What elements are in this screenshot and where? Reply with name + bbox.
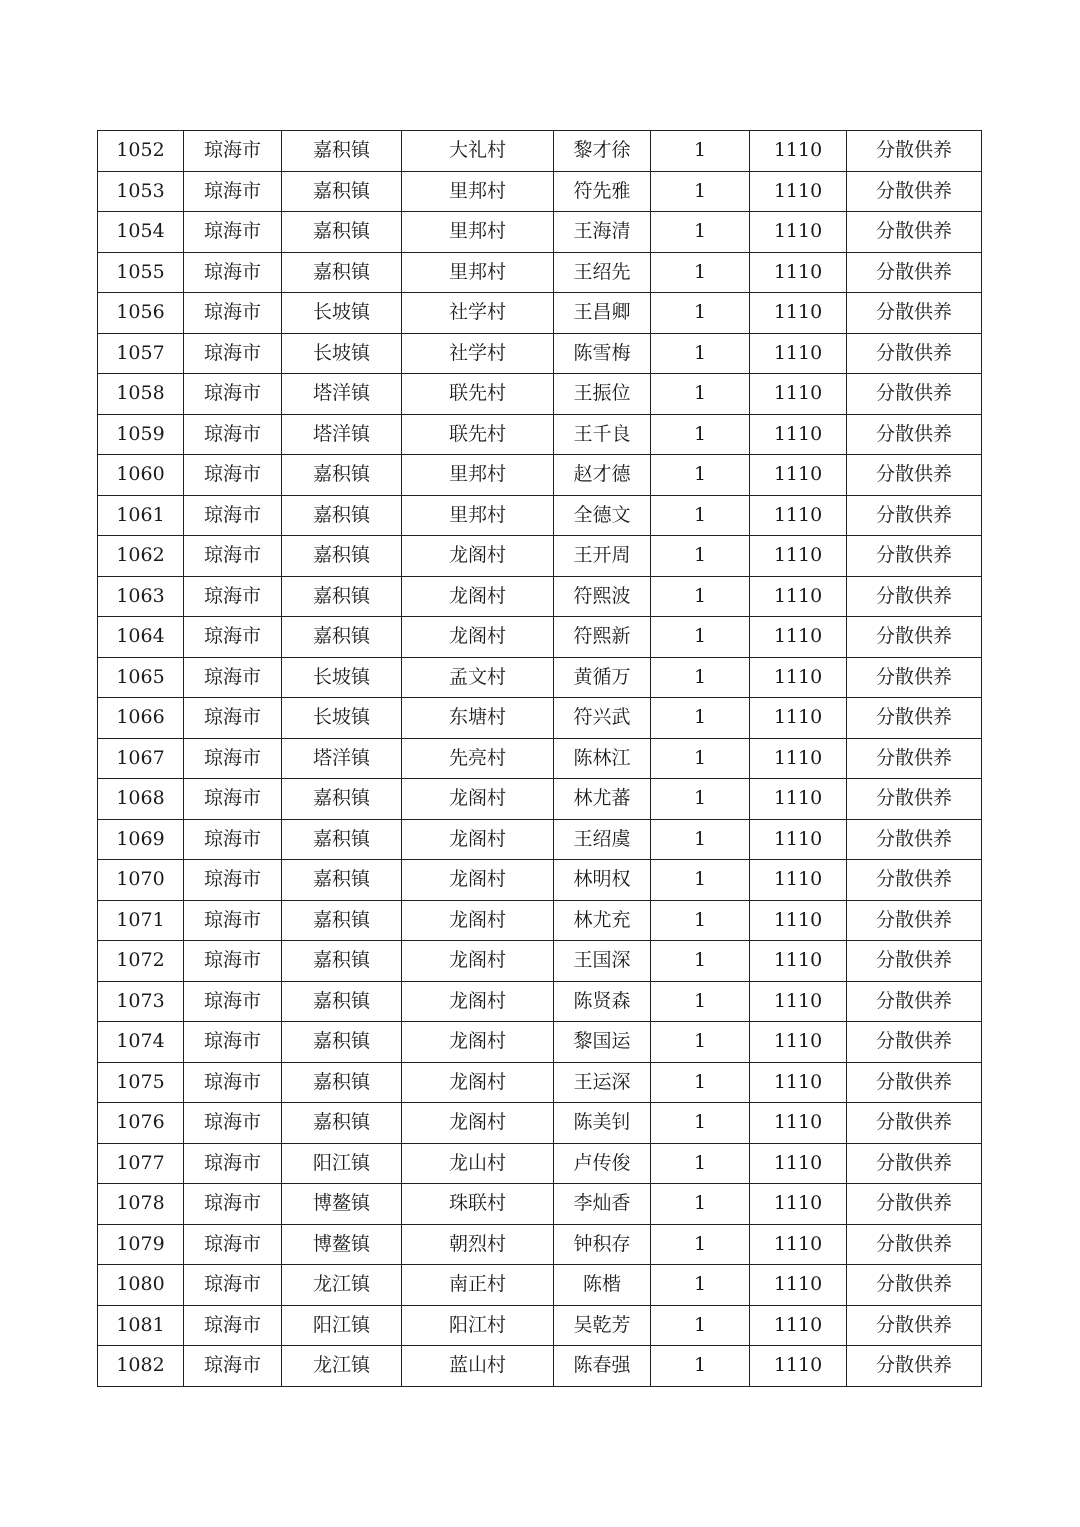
household-count-cell: 1	[651, 1305, 750, 1346]
city-cell: 琼海市	[184, 617, 282, 658]
support-type-cell: 分散供养	[847, 900, 982, 941]
support-type-cell: 分散供养	[847, 333, 982, 374]
village-cell: 龙阁村	[402, 536, 554, 577]
town-cell: 龙江镇	[282, 1346, 402, 1387]
person-name-cell: 林明权	[554, 860, 651, 901]
person-name-cell: 陈贤森	[554, 981, 651, 1022]
village-cell: 龙阁村	[402, 576, 554, 617]
amount-cell: 1110	[750, 131, 847, 172]
table-row	[98, 455, 982, 496]
person-name-cell: 黄循万	[554, 657, 651, 698]
support-type-cell: 分散供养	[847, 131, 982, 172]
town-cell: 嘉积镇	[282, 1022, 402, 1063]
village-cell: 龙山村	[402, 1143, 554, 1184]
support-type-cell: 分散供养	[847, 1022, 982, 1063]
table-row	[98, 1224, 982, 1265]
support-type-cell: 分散供养	[847, 576, 982, 617]
village-cell: 南正村	[402, 1265, 554, 1306]
city-cell: 琼海市	[184, 374, 282, 415]
table-row	[98, 293, 982, 334]
amount-cell: 1110	[750, 495, 847, 536]
town-cell: 嘉积镇	[282, 1062, 402, 1103]
household-count-cell: 1	[651, 1062, 750, 1103]
city-cell: 琼海市	[184, 171, 282, 212]
city-cell: 琼海市	[184, 536, 282, 577]
table-row	[98, 576, 982, 617]
serial-number-cell: 1071	[98, 900, 184, 941]
serial-number-cell: 1072	[98, 941, 184, 982]
household-count-cell: 1	[651, 212, 750, 253]
town-cell: 嘉积镇	[282, 495, 402, 536]
support-type-cell: 分散供养	[847, 617, 982, 658]
amount-cell: 1110	[750, 293, 847, 334]
table-body	[98, 131, 982, 1387]
support-type-cell: 分散供养	[847, 1265, 982, 1306]
amount-cell: 1110	[750, 374, 847, 415]
table-row	[98, 495, 982, 536]
support-type-cell: 分散供养	[847, 536, 982, 577]
city-cell: 琼海市	[184, 779, 282, 820]
support-type-cell: 分散供养	[847, 414, 982, 455]
household-count-cell: 1	[651, 1224, 750, 1265]
household-count-cell: 1	[651, 131, 750, 172]
table-row	[98, 981, 982, 1022]
city-cell: 琼海市	[184, 900, 282, 941]
person-name-cell: 陈春强	[554, 1346, 651, 1387]
serial-number-cell: 1062	[98, 536, 184, 577]
support-type-cell: 分散供养	[847, 252, 982, 293]
amount-cell: 1110	[750, 819, 847, 860]
household-count-cell: 1	[651, 860, 750, 901]
town-cell: 嘉积镇	[282, 252, 402, 293]
amount-cell: 1110	[750, 698, 847, 739]
support-type-cell: 分散供养	[847, 779, 982, 820]
amount-cell: 1110	[750, 738, 847, 779]
amount-cell: 1110	[750, 576, 847, 617]
table-row	[98, 374, 982, 415]
support-type-cell: 分散供养	[847, 293, 982, 334]
household-count-cell: 1	[651, 617, 750, 658]
person-name-cell: 黎才徐	[554, 131, 651, 172]
household-count-cell: 1	[651, 941, 750, 982]
amount-cell: 1110	[750, 617, 847, 658]
person-name-cell: 王绍虞	[554, 819, 651, 860]
table-row	[98, 860, 982, 901]
city-cell: 琼海市	[184, 212, 282, 253]
amount-cell: 1110	[750, 1062, 847, 1103]
support-type-cell: 分散供养	[847, 738, 982, 779]
village-cell: 龙阁村	[402, 1062, 554, 1103]
household-count-cell: 1	[651, 171, 750, 212]
village-cell: 阳江村	[402, 1305, 554, 1346]
serial-number-cell: 1074	[98, 1022, 184, 1063]
table-row	[98, 1265, 982, 1306]
table-row	[98, 1346, 982, 1387]
city-cell: 琼海市	[184, 860, 282, 901]
serial-number-cell: 1070	[98, 860, 184, 901]
city-cell: 琼海市	[184, 1305, 282, 1346]
person-name-cell: 王运深	[554, 1062, 651, 1103]
table-row	[98, 738, 982, 779]
serial-number-cell: 1069	[98, 819, 184, 860]
support-type-cell: 分散供养	[847, 455, 982, 496]
support-type-cell: 分散供养	[847, 1062, 982, 1103]
person-name-cell: 王绍先	[554, 252, 651, 293]
city-cell: 琼海市	[184, 252, 282, 293]
town-cell: 嘉积镇	[282, 455, 402, 496]
household-count-cell: 1	[651, 981, 750, 1022]
person-name-cell: 陈林江	[554, 738, 651, 779]
household-count-cell: 1	[651, 1022, 750, 1063]
serial-number-cell: 1082	[98, 1346, 184, 1387]
support-type-cell: 分散供养	[847, 374, 982, 415]
town-cell: 阳江镇	[282, 1143, 402, 1184]
amount-cell: 1110	[750, 657, 847, 698]
table-row	[98, 698, 982, 739]
support-type-cell: 分散供养	[847, 819, 982, 860]
person-name-cell: 符先雅	[554, 171, 651, 212]
amount-cell: 1110	[750, 455, 847, 496]
amount-cell: 1110	[750, 1305, 847, 1346]
village-cell: 先亮村	[402, 738, 554, 779]
table-row	[98, 212, 982, 253]
household-count-cell: 1	[651, 374, 750, 415]
city-cell: 琼海市	[184, 657, 282, 698]
serial-number-cell: 1073	[98, 981, 184, 1022]
household-count-cell: 1	[651, 293, 750, 334]
support-type-cell: 分散供养	[847, 941, 982, 982]
village-cell: 里邦村	[402, 171, 554, 212]
amount-cell: 1110	[750, 252, 847, 293]
person-name-cell: 陈美钊	[554, 1103, 651, 1144]
village-cell: 孟文村	[402, 657, 554, 698]
town-cell: 嘉积镇	[282, 779, 402, 820]
table-row	[98, 819, 982, 860]
town-cell: 长坡镇	[282, 698, 402, 739]
city-cell: 琼海市	[184, 738, 282, 779]
serial-number-cell: 1057	[98, 333, 184, 374]
village-cell: 龙阁村	[402, 1103, 554, 1144]
city-cell: 琼海市	[184, 1224, 282, 1265]
person-name-cell: 吴乾芳	[554, 1305, 651, 1346]
serial-number-cell: 1077	[98, 1143, 184, 1184]
village-cell: 龙阁村	[402, 1022, 554, 1063]
table-row	[98, 900, 982, 941]
household-count-cell: 1	[651, 900, 750, 941]
table-row	[98, 1022, 982, 1063]
serial-number-cell: 1064	[98, 617, 184, 658]
support-type-cell: 分散供养	[847, 657, 982, 698]
town-cell: 阳江镇	[282, 1305, 402, 1346]
town-cell: 嘉积镇	[282, 131, 402, 172]
village-cell: 龙阁村	[402, 941, 554, 982]
town-cell: 嘉积镇	[282, 576, 402, 617]
village-cell: 龙阁村	[402, 779, 554, 820]
household-count-cell: 1	[651, 657, 750, 698]
town-cell: 博鳌镇	[282, 1224, 402, 1265]
household-count-cell: 1	[651, 779, 750, 820]
town-cell: 长坡镇	[282, 333, 402, 374]
town-cell: 嘉积镇	[282, 1103, 402, 1144]
household-count-cell: 1	[651, 455, 750, 496]
amount-cell: 1110	[750, 981, 847, 1022]
table-row	[98, 941, 982, 982]
amount-cell: 1110	[750, 779, 847, 820]
serial-number-cell: 1053	[98, 171, 184, 212]
support-type-cell: 分散供养	[847, 1224, 982, 1265]
amount-cell: 1110	[750, 860, 847, 901]
amount-cell: 1110	[750, 414, 847, 455]
town-cell: 嘉积镇	[282, 617, 402, 658]
town-cell: 博鳌镇	[282, 1184, 402, 1225]
city-cell: 琼海市	[184, 1265, 282, 1306]
person-name-cell: 林尤充	[554, 900, 651, 941]
table-row	[98, 617, 982, 658]
city-cell: 琼海市	[184, 1143, 282, 1184]
city-cell: 琼海市	[184, 698, 282, 739]
household-count-cell: 1	[651, 1346, 750, 1387]
city-cell: 琼海市	[184, 1062, 282, 1103]
city-cell: 琼海市	[184, 981, 282, 1022]
support-type-cell: 分散供养	[847, 981, 982, 1022]
amount-cell: 1110	[750, 212, 847, 253]
city-cell: 琼海市	[184, 1103, 282, 1144]
support-type-cell: 分散供养	[847, 860, 982, 901]
person-name-cell: 符兴武	[554, 698, 651, 739]
household-count-cell: 1	[651, 738, 750, 779]
village-cell: 龙阁村	[402, 860, 554, 901]
serial-number-cell: 1080	[98, 1265, 184, 1306]
village-cell: 龙阁村	[402, 617, 554, 658]
amount-cell: 1110	[750, 941, 847, 982]
village-cell: 东塘村	[402, 698, 554, 739]
person-name-cell: 赵才德	[554, 455, 651, 496]
household-count-cell: 1	[651, 414, 750, 455]
person-name-cell: 陈楷	[554, 1265, 651, 1306]
amount-cell: 1110	[750, 900, 847, 941]
person-name-cell: 符熙波	[554, 576, 651, 617]
household-count-cell: 1	[651, 698, 750, 739]
table-row	[98, 779, 982, 820]
serial-number-cell: 1068	[98, 779, 184, 820]
table-row	[98, 1143, 982, 1184]
household-count-cell: 1	[651, 536, 750, 577]
village-cell: 大礼村	[402, 131, 554, 172]
household-count-cell: 1	[651, 333, 750, 374]
town-cell: 嘉积镇	[282, 860, 402, 901]
amount-cell: 1110	[750, 171, 847, 212]
city-cell: 琼海市	[184, 333, 282, 374]
table-row	[98, 414, 982, 455]
person-name-cell: 钟积存	[554, 1224, 651, 1265]
city-cell: 琼海市	[184, 576, 282, 617]
support-type-cell: 分散供养	[847, 212, 982, 253]
support-type-cell: 分散供养	[847, 1103, 982, 1144]
support-type-cell: 分散供养	[847, 1305, 982, 1346]
support-roster-table	[97, 130, 982, 1387]
town-cell: 塔洋镇	[282, 414, 402, 455]
support-type-cell: 分散供养	[847, 1346, 982, 1387]
village-cell: 联先村	[402, 374, 554, 415]
city-cell: 琼海市	[184, 414, 282, 455]
amount-cell: 1110	[750, 1265, 847, 1306]
serial-number-cell: 1061	[98, 495, 184, 536]
amount-cell: 1110	[750, 1184, 847, 1225]
person-name-cell: 王振位	[554, 374, 651, 415]
support-type-cell: 分散供养	[847, 698, 982, 739]
household-count-cell: 1	[651, 252, 750, 293]
table-row	[98, 1062, 982, 1103]
city-cell: 琼海市	[184, 819, 282, 860]
household-count-cell: 1	[651, 495, 750, 536]
town-cell: 塔洋镇	[282, 374, 402, 415]
person-name-cell: 王昌卿	[554, 293, 651, 334]
household-count-cell: 1	[651, 1143, 750, 1184]
town-cell: 嘉积镇	[282, 900, 402, 941]
serial-number-cell: 1052	[98, 131, 184, 172]
village-cell: 珠联村	[402, 1184, 554, 1225]
city-cell: 琼海市	[184, 1022, 282, 1063]
village-cell: 蓝山村	[402, 1346, 554, 1387]
serial-number-cell: 1055	[98, 252, 184, 293]
serial-number-cell: 1060	[98, 455, 184, 496]
person-name-cell: 李灿香	[554, 1184, 651, 1225]
table-row	[98, 536, 982, 577]
serial-number-cell: 1066	[98, 698, 184, 739]
amount-cell: 1110	[750, 536, 847, 577]
serial-number-cell: 1056	[98, 293, 184, 334]
household-count-cell: 1	[651, 576, 750, 617]
village-cell: 社学村	[402, 333, 554, 374]
person-name-cell: 符熙新	[554, 617, 651, 658]
serial-number-cell: 1065	[98, 657, 184, 698]
town-cell: 嘉积镇	[282, 819, 402, 860]
serial-number-cell: 1063	[98, 576, 184, 617]
person-name-cell: 王海清	[554, 212, 651, 253]
support-type-cell: 分散供养	[847, 1184, 982, 1225]
city-cell: 琼海市	[184, 1346, 282, 1387]
support-type-cell: 分散供养	[847, 171, 982, 212]
person-name-cell: 陈雪梅	[554, 333, 651, 374]
serial-number-cell: 1075	[98, 1062, 184, 1103]
household-count-cell: 1	[651, 1184, 750, 1225]
city-cell: 琼海市	[184, 941, 282, 982]
amount-cell: 1110	[750, 1346, 847, 1387]
person-name-cell: 黎国运	[554, 1022, 651, 1063]
village-cell: 里邦村	[402, 252, 554, 293]
table-row	[98, 333, 982, 374]
town-cell: 长坡镇	[282, 293, 402, 334]
village-cell: 里邦村	[402, 455, 554, 496]
town-cell: 嘉积镇	[282, 171, 402, 212]
household-count-cell: 1	[651, 819, 750, 860]
serial-number-cell: 1054	[98, 212, 184, 253]
town-cell: 嘉积镇	[282, 536, 402, 577]
table-row	[98, 171, 982, 212]
village-cell: 联先村	[402, 414, 554, 455]
household-count-cell: 1	[651, 1265, 750, 1306]
person-name-cell: 全德文	[554, 495, 651, 536]
town-cell: 嘉积镇	[282, 981, 402, 1022]
amount-cell: 1110	[750, 333, 847, 374]
person-name-cell: 林尤蕃	[554, 779, 651, 820]
village-cell: 社学村	[402, 293, 554, 334]
town-cell: 嘉积镇	[282, 212, 402, 253]
city-cell: 琼海市	[184, 131, 282, 172]
city-cell: 琼海市	[184, 1184, 282, 1225]
person-name-cell: 王国深	[554, 941, 651, 982]
serial-number-cell: 1081	[98, 1305, 184, 1346]
person-name-cell: 王开周	[554, 536, 651, 577]
city-cell: 琼海市	[184, 455, 282, 496]
town-cell: 龙江镇	[282, 1265, 402, 1306]
amount-cell: 1110	[750, 1224, 847, 1265]
village-cell: 里邦村	[402, 212, 554, 253]
village-cell: 里邦村	[402, 495, 554, 536]
serial-number-cell: 1067	[98, 738, 184, 779]
support-type-cell: 分散供养	[847, 495, 982, 536]
amount-cell: 1110	[750, 1103, 847, 1144]
town-cell: 嘉积镇	[282, 941, 402, 982]
village-cell: 龙阁村	[402, 981, 554, 1022]
village-cell: 龙阁村	[402, 819, 554, 860]
city-cell: 琼海市	[184, 495, 282, 536]
amount-cell: 1110	[750, 1022, 847, 1063]
person-name-cell: 王千良	[554, 414, 651, 455]
amount-cell: 1110	[750, 1143, 847, 1184]
town-cell: 长坡镇	[282, 657, 402, 698]
table-row	[98, 1103, 982, 1144]
household-count-cell: 1	[651, 1103, 750, 1144]
village-cell: 朝烈村	[402, 1224, 554, 1265]
city-cell: 琼海市	[184, 293, 282, 334]
serial-number-cell: 1078	[98, 1184, 184, 1225]
person-name-cell: 卢传俊	[554, 1143, 651, 1184]
serial-number-cell: 1058	[98, 374, 184, 415]
table-row	[98, 131, 982, 172]
village-cell: 龙阁村	[402, 900, 554, 941]
serial-number-cell: 1059	[98, 414, 184, 455]
table-row	[98, 1184, 982, 1225]
serial-number-cell: 1079	[98, 1224, 184, 1265]
support-type-cell: 分散供养	[847, 1143, 982, 1184]
serial-number-cell: 1076	[98, 1103, 184, 1144]
table-row	[98, 252, 982, 293]
table-row	[98, 657, 982, 698]
town-cell: 塔洋镇	[282, 738, 402, 779]
table-row	[98, 1305, 982, 1346]
